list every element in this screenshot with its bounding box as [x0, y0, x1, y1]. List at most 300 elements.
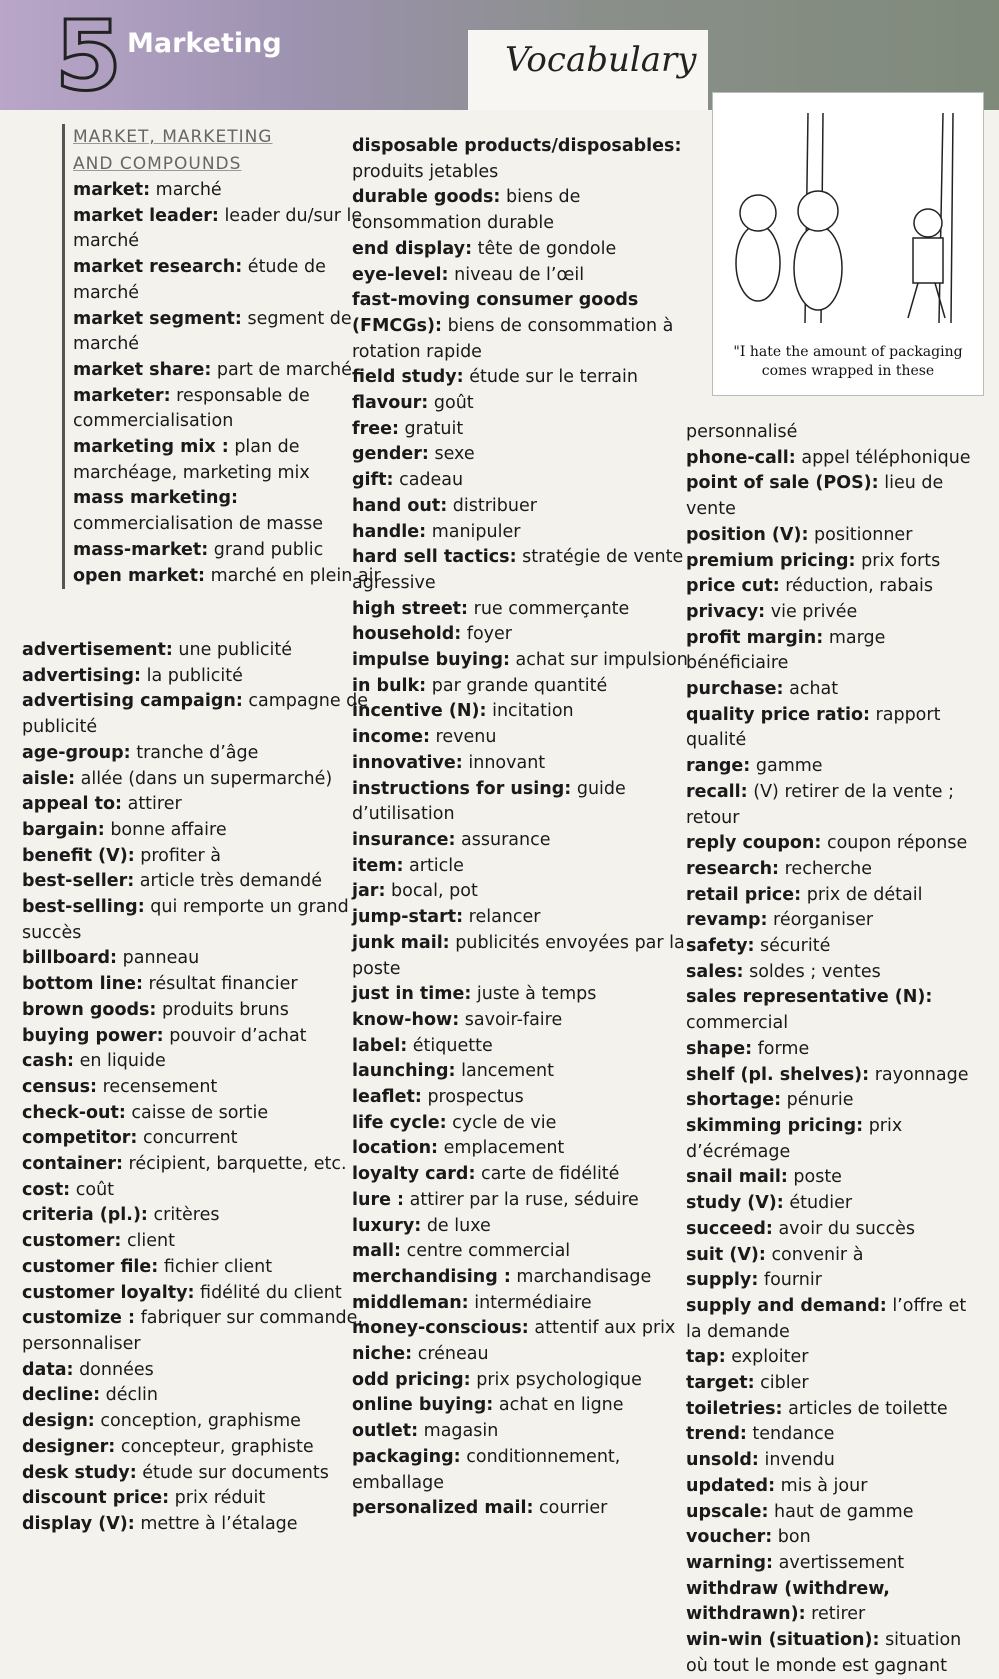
vocab-entry — [352, 1496, 702, 1522]
vocab-term: hand out: — [352, 495, 448, 516]
vocab-term: just in time: — [352, 984, 472, 1005]
vocab-definition: segment de marché — [73, 308, 352, 355]
vocab-entry — [686, 1422, 986, 1448]
vocab-definition: prix psychologique — [470, 1369, 642, 1390]
vocab-entry — [686, 1191, 986, 1217]
vocab-term: know-how: — [352, 1009, 460, 1030]
vocab-term: leaflet: — [352, 1087, 422, 1108]
vocab-entry — [352, 1445, 702, 1496]
vocab-entry — [686, 420, 986, 446]
vocab-definition: bon — [772, 1527, 811, 1548]
section-title-line1: MARKET, MARKETING — [73, 127, 273, 147]
vocab-entry — [352, 1188, 702, 1214]
vocab-term: census: — [22, 1076, 97, 1097]
vocab-definition: grand public — [208, 539, 324, 560]
vocab-term: fast-moving consumer goods (FMCGs): — [352, 290, 639, 336]
vocab-term: hard sell tactics: — [352, 547, 517, 568]
vocab-entry — [352, 1291, 702, 1317]
vocab-entry — [686, 523, 986, 549]
vocab-term: end display: — [352, 238, 473, 259]
vocab-definition: prix d’écrémage — [686, 1115, 903, 1162]
vocab-term: toiletries: — [686, 1398, 783, 1419]
vocab-definition: goût — [428, 393, 474, 414]
vocab-entry — [686, 1448, 986, 1474]
vocab-definition: étiquette — [407, 1035, 493, 1056]
vocab-definition: publicités envoyées par la poste — [352, 932, 685, 979]
vocab-entry — [686, 857, 986, 883]
vocab-entry — [686, 626, 986, 677]
vocab-term: point of sale (POS): — [686, 473, 879, 494]
vocab-column-3 — [686, 420, 986, 1679]
vocab-term: safety: — [686, 936, 755, 957]
vocab-definition: sécurité — [754, 936, 831, 957]
vocab-entry — [352, 1419, 702, 1445]
vocab-term: shortage: — [686, 1090, 782, 1111]
vocab-entry — [22, 895, 372, 946]
vocab-term: life cycle: — [352, 1112, 447, 1133]
vocab-definition: appel téléphonique — [795, 447, 971, 468]
vocab-entry — [22, 1409, 372, 1435]
vocab-definition: juste à temps — [471, 984, 597, 1005]
vocab-entry — [352, 468, 702, 494]
vocab-definition: panneau — [117, 948, 200, 969]
vocab-entry — [352, 391, 702, 417]
vocab-term: profit margin: — [686, 627, 824, 648]
vocab-term: customer file: — [22, 1256, 159, 1277]
chapter-number: 5 — [55, 0, 122, 112]
vocab-entry — [22, 1281, 372, 1307]
vocab-entry — [686, 908, 986, 934]
vocab-term: flavour: — [352, 393, 429, 414]
vocab-definition: achat en ligne — [493, 1395, 624, 1416]
vocab-term: phone-call: — [686, 447, 796, 468]
vocab-term: snail mail: — [686, 1167, 788, 1188]
vocab-definition: fournir — [758, 1270, 822, 1291]
vocab-entry — [686, 1397, 986, 1423]
vocab-entry — [352, 1085, 702, 1111]
vocab-definition: emplacement — [438, 1138, 565, 1159]
vocab-entry — [686, 1063, 986, 1089]
vocab-definition: marchandisage — [510, 1266, 652, 1287]
vocab-entry — [352, 520, 702, 546]
vocab-term: skimming pricing: — [686, 1115, 864, 1136]
vocab-term: market segment: — [73, 308, 242, 329]
vocab-definition: biens de consommation à rotation rapide — [352, 315, 674, 362]
vocab-definition: bocal, pot — [385, 881, 478, 902]
vocab-term: niche: — [352, 1344, 413, 1365]
vocab-entry — [352, 1008, 702, 1034]
vocab-entry — [686, 1371, 986, 1397]
vocab-entry — [686, 1243, 986, 1269]
vocab-term: advertisement: — [22, 640, 173, 660]
vocab-definition: avoir du succès — [772, 1218, 915, 1239]
vocab-term: innovative: — [352, 752, 463, 773]
vocab-definition: cibler — [754, 1373, 809, 1394]
vocab-entry — [686, 1345, 986, 1371]
vocab-entry — [22, 792, 372, 818]
vocab-entry — [352, 597, 702, 623]
vocab-term: advertising: — [22, 665, 142, 686]
vocab-definition: soldes ; ventes — [743, 961, 881, 982]
vocab-definition: attentif aux prix — [528, 1318, 676, 1339]
vocab-entry — [686, 754, 986, 780]
vocab-term: cash: — [22, 1051, 75, 1072]
vocab-term: privacy: — [686, 601, 766, 622]
vocab-definition: marché en plein air — [205, 565, 381, 586]
vocab-term: open market: — [73, 565, 206, 586]
vocab-entry — [22, 1178, 372, 1204]
vocab-term: withdraw (withdrew, withdrawn): — [686, 1578, 890, 1625]
vocab-definition: distribuer — [447, 495, 537, 516]
vocab-entry — [73, 384, 382, 435]
vocab-term: unsold: — [686, 1450, 759, 1471]
vocab-entry — [22, 1383, 372, 1409]
vocab-definition: allée (dans un supermarché) — [75, 768, 333, 789]
vocab-definition: sexe — [428, 444, 475, 465]
vocab-term: quality price ratio: — [686, 704, 870, 725]
vocab-term: brown goods: — [22, 999, 157, 1020]
vocab-definition: fabriquer sur commande, personnaliser — [22, 1308, 363, 1354]
vocab-term: design: — [22, 1411, 95, 1432]
vocab-definition: de luxe — [421, 1215, 491, 1236]
vocab-definition: (V) retirer de la vente ; retour — [686, 781, 954, 828]
vocab-term: handle: — [352, 521, 427, 542]
vocab-definition: biens de consommation durable — [352, 187, 581, 234]
vocab-definition: rue commerçante — [468, 598, 630, 619]
vocab-entry — [352, 1239, 702, 1265]
vocab-definition: pénurie — [781, 1090, 854, 1111]
vocab-definition: foyer — [461, 624, 512, 645]
vocab-definition: déclin — [100, 1385, 158, 1406]
vocab-definition: articles de toilette — [782, 1398, 948, 1419]
vocab-entry — [352, 1368, 702, 1394]
vocab-term: instructions for using: — [352, 778, 572, 799]
caption-line1: "I hate the amount of packaging — [733, 344, 963, 360]
vocab-term: voucher: — [686, 1527, 773, 1548]
vocab-entry — [686, 1577, 986, 1628]
vocab-term: household: — [352, 624, 462, 645]
vocab-term: middleman: — [352, 1292, 469, 1313]
vocab-entry — [352, 1214, 702, 1240]
vocab-term: insurance: — [352, 829, 456, 850]
vocab-definition: campagne de publicité — [22, 691, 369, 738]
vocab-term: market leader: — [73, 205, 219, 226]
vocab-term: customize : — [22, 1308, 136, 1329]
vocab-entry — [352, 1162, 702, 1188]
vocab-entry — [352, 648, 702, 674]
vocab-definition: concepteur, graphiste — [115, 1436, 314, 1457]
vocab-entry — [22, 638, 372, 664]
vocab-definition: centre commercial — [401, 1241, 571, 1262]
vocab-definition: commercial — [686, 1013, 789, 1034]
vocab-entry — [22, 1461, 372, 1487]
vocab-term: market research: — [73, 257, 243, 278]
vocab-term: win-win (situation): — [686, 1630, 880, 1651]
vocab-definition: guide d’utilisation — [352, 778, 626, 825]
vocab-entry — [22, 1152, 372, 1178]
vocab-entry — [22, 1075, 372, 1101]
vocab-definition: avertissement — [773, 1552, 905, 1573]
vocab-term: best-selling: — [22, 897, 145, 918]
vocab-definition: produits bruns — [156, 999, 289, 1020]
vocab-entry — [22, 1486, 372, 1512]
vocab-entry — [22, 844, 372, 870]
vocab-definition: prospectus — [421, 1087, 524, 1108]
vocab-definition: lieu de vente — [686, 473, 944, 520]
vocab-term: warning: — [686, 1552, 774, 1573]
vocab-entry — [686, 677, 986, 703]
vocab-entry — [22, 767, 372, 793]
vocab-term: billboard: — [22, 948, 118, 969]
vocab-term: shelf (pl. shelves): — [686, 1064, 870, 1085]
vocab-definition: étude sur le terrain — [463, 367, 638, 388]
vocab-term: jump-start: — [352, 907, 464, 928]
vocab-definition: coupon réponse — [821, 833, 968, 854]
vocab-definition: exploiter — [725, 1347, 809, 1368]
vocab-term: supply: — [686, 1270, 759, 1291]
vocab-entry — [352, 263, 702, 289]
vocab-entry — [352, 545, 702, 596]
vocab-term: advertising campaign: — [22, 691, 243, 712]
vocab-definition: convenir à — [765, 1244, 864, 1265]
vocab-definition: concurrent — [137, 1128, 238, 1149]
vocab-term: merchandising : — [352, 1266, 511, 1287]
vocab-entry — [352, 442, 702, 468]
vocab-definition: critères — [147, 1205, 220, 1226]
vocab-term: aisle: — [22, 768, 76, 789]
vocab-entry — [73, 435, 382, 486]
vocab-entry — [352, 777, 702, 828]
vocab-entry — [22, 1126, 372, 1152]
vocab-entry — [73, 358, 382, 384]
vocab-term: best-seller: — [22, 871, 135, 892]
vocab-term: upscale: — [686, 1501, 769, 1522]
vocab-term: recall: — [686, 781, 748, 802]
vocab-entry — [22, 818, 372, 844]
vocab-definition: coût — [70, 1179, 115, 1200]
vocab-definition: étudier — [783, 1193, 853, 1214]
vocab-entry — [22, 1229, 372, 1255]
vocab-definition: créneau — [412, 1344, 489, 1365]
vocab-definition: forme — [752, 1038, 810, 1059]
vocab-term: mass-market: — [73, 539, 209, 560]
vocab-definition: retirer — [805, 1604, 866, 1625]
section-market-compounds — [62, 124, 382, 589]
vocab-term: lure : — [352, 1189, 405, 1210]
vocab-entry — [686, 1525, 986, 1551]
vocab-entry — [22, 946, 372, 972]
vocab-term: price cut: — [686, 576, 780, 597]
vocab-definition: étude de marché — [73, 257, 326, 303]
vocab-entry — [352, 905, 702, 931]
vocab-term: benefit (V): — [22, 845, 135, 866]
vocab-definition: positionner — [808, 524, 913, 545]
vocab-entry — [686, 1268, 986, 1294]
vocab-entry — [352, 1393, 702, 1419]
vocab-definition: résultat financier — [142, 974, 298, 995]
vocab-entry — [352, 185, 702, 236]
vocab-term: location: — [352, 1138, 439, 1159]
vocab-term: updated: — [686, 1475, 776, 1496]
vocab-entry — [686, 703, 986, 754]
vocab-definition: lancement — [455, 1061, 554, 1082]
vocab-definition: mettre à l’étalage — [134, 1513, 298, 1534]
vocab-entry — [22, 998, 372, 1024]
vocab-term: free: — [352, 418, 399, 439]
vocab-column-1 — [22, 638, 372, 1538]
vocab-term: bargain: — [22, 819, 105, 840]
vocab-definition: tranche d’âge — [130, 742, 259, 763]
vocab-entry — [686, 1165, 986, 1191]
vocab-entry — [22, 1024, 372, 1050]
vocab-term: reply coupon: — [686, 833, 822, 854]
vocab-entry — [352, 622, 702, 648]
vocab-entry — [352, 237, 702, 263]
vocab-term: field study: — [352, 367, 464, 388]
vocab-definition: achat sur impulsion — [509, 650, 688, 671]
vocab-definition: marge bénéficiaire — [686, 627, 886, 674]
vocab-term: retail price: — [686, 884, 802, 905]
cartoon — [712, 92, 984, 396]
vocab-entry — [22, 1255, 372, 1281]
vocab-definition: bonne affaire — [104, 819, 227, 840]
cartoon-drawing — [713, 93, 983, 333]
vocab-term: personalized mail: — [352, 1498, 534, 1519]
vocab-entry — [686, 985, 986, 1036]
vocab-term: launching: — [352, 1061, 456, 1082]
vocab-term: suit (V): — [686, 1244, 766, 1265]
vocab-definition: recherche — [779, 858, 872, 879]
vocab-definition: assurance — [455, 829, 551, 850]
vocab-definition: stratégie de vente agressive — [352, 547, 684, 593]
vocab-entry — [352, 854, 702, 880]
vocab-entry — [22, 1306, 372, 1357]
vocab-term: sales: — [686, 961, 744, 982]
vocab-term: disposable products/disposables: — [352, 136, 682, 156]
vocab-term: market: — [73, 180, 151, 200]
vocab-entry — [73, 255, 382, 306]
vocab-entry — [73, 307, 382, 358]
vocab-definition: vie privée — [765, 601, 858, 622]
vocab-term: designer: — [22, 1436, 116, 1457]
vocab-entry — [352, 1265, 702, 1291]
vocab-definition: magasin — [418, 1421, 499, 1442]
vocab-entry — [686, 574, 986, 600]
vocab-term: high street: — [352, 598, 469, 619]
vocab-definition: gamme — [750, 756, 823, 777]
vocab-term: supply and demand: — [686, 1295, 887, 1316]
vocab-term: position (V): — [686, 524, 809, 545]
vocab-definition: données — [73, 1359, 154, 1380]
vocab-definition: article — [403, 855, 464, 876]
vocab-definition: attirer par la ruse, séduire — [404, 1189, 639, 1210]
vocab-term: online buying: — [352, 1395, 494, 1416]
vocab-entry — [686, 960, 986, 986]
vocab-term: mass marketing: — [73, 488, 239, 509]
vocab-term: revamp: — [686, 910, 768, 931]
vocab-term: study (V): — [686, 1193, 784, 1214]
vocab-term: item: — [352, 855, 404, 876]
vocab-term: competitor: — [22, 1128, 138, 1149]
vocab-term: in bulk: — [352, 675, 427, 696]
vocab-definition: réduction, rabais — [779, 576, 934, 597]
vocab-entry — [352, 699, 702, 725]
vocab-entry — [352, 1059, 702, 1085]
vocab-entry — [22, 1049, 372, 1075]
vocab-entry — [352, 417, 702, 443]
vocab-definition: achat — [783, 679, 839, 700]
vocab-entry — [686, 1037, 986, 1063]
vocab-definition: conditionnement, emballage — [352, 1446, 621, 1493]
vocab-definition: plan de marchéage, marketing mix — [73, 437, 310, 483]
vocab-definition: rayonnage — [869, 1064, 969, 1085]
vocab-term: junk mail: — [352, 932, 450, 953]
vocab-term: gender: — [352, 444, 429, 465]
vocab-definition: situation où tout le monde est gagnant — [686, 1630, 962, 1676]
vocab-definition: savoir-faire — [459, 1009, 563, 1030]
vocab-definition: intermédiaire — [468, 1292, 592, 1313]
vocab-term: income: — [352, 727, 430, 748]
vocab-definition: poste — [787, 1167, 842, 1188]
vocab-term: bottom line: — [22, 974, 143, 995]
vocab-term: container: — [22, 1154, 123, 1175]
vocab-entry — [352, 1316, 702, 1342]
vocab-definition: étude sur documents — [136, 1462, 329, 1483]
vocab-definition: pouvoir d’achat — [163, 1025, 307, 1046]
vocab-entry — [686, 934, 986, 960]
vocab-definition: carte de fidélité — [475, 1164, 620, 1185]
vocab-term: marketing mix : — [73, 437, 229, 458]
vocab-definition: haut de gamme — [768, 1501, 914, 1522]
section-title-line2: AND COMPOUNDS — [73, 154, 242, 174]
vocab-definition: revenu — [429, 727, 497, 748]
vocab-entry — [22, 689, 372, 740]
vocab-definition: une publicité — [172, 640, 293, 660]
vocab-term: shape: — [686, 1038, 753, 1059]
vocab-term: criteria (pl.): — [22, 1205, 148, 1226]
vocab-term: decline: — [22, 1385, 101, 1406]
chapter-title: Marketing — [127, 28, 282, 59]
vocab-term: check-out: — [22, 1102, 126, 1123]
vocab-term: target: — [686, 1373, 755, 1394]
vocab-definition: incitation — [486, 701, 574, 722]
vocab-entry — [686, 831, 986, 857]
vocab-entry — [686, 1294, 986, 1345]
vocab-entry — [352, 725, 702, 751]
vocab-entry — [686, 1088, 986, 1114]
vocab-definition: prix réduit — [169, 1488, 266, 1509]
vocab-term: jar: — [352, 881, 386, 902]
vocab-entry — [22, 972, 372, 998]
vocab-definition: responsable de commercialisation — [73, 385, 310, 432]
vocab-entry — [686, 446, 986, 472]
vocab-entry — [686, 1217, 986, 1243]
vocab-entry — [352, 1034, 702, 1060]
cartoon-caption — [713, 343, 983, 381]
vocab-definition: personnalisé — [686, 422, 798, 442]
vocab-entry — [73, 538, 382, 564]
vocab-definition: réorganiser — [767, 910, 874, 931]
vocab-column-2 — [352, 134, 702, 1522]
vocab-entry — [352, 1342, 702, 1368]
vocab-entry — [352, 1136, 702, 1162]
vocab-term: range: — [686, 756, 751, 777]
vocab-definition: niveau de l’œil — [448, 264, 585, 285]
vocab-term: customer loyalty: — [22, 1282, 195, 1303]
vocab-entry — [352, 365, 702, 391]
vocab-entry — [352, 879, 702, 905]
vocab-term: loyalty card: — [352, 1164, 476, 1185]
